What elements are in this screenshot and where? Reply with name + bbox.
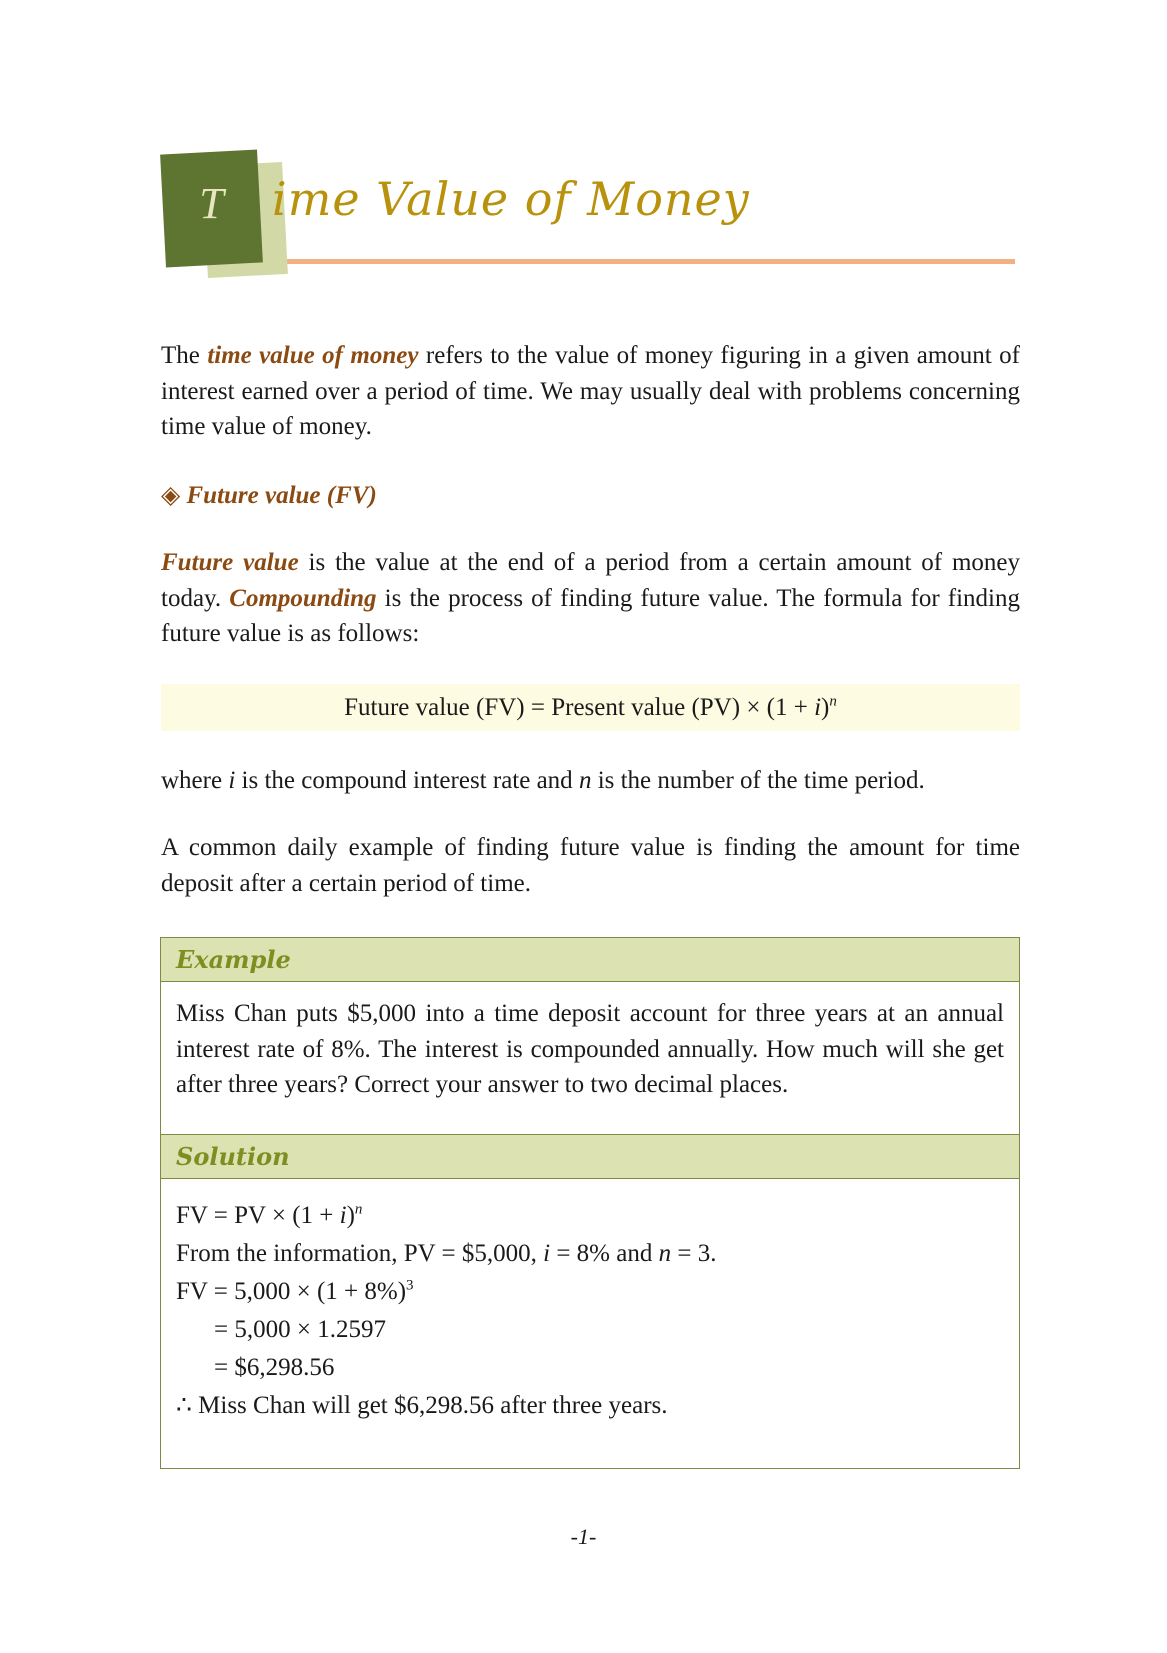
var: i (228, 767, 236, 794)
solution-header: Solution (161, 1134, 1019, 1179)
solution-line: = $6,298.56 (214, 1354, 335, 1381)
solution-line: From the information, PV = $5,000, i = 8% and n = 3. (176, 1240, 717, 1267)
section-heading (161, 480, 377, 510)
solution-conclusion: ∴ Miss Chan will get $6,298.56 after three years. (176, 1392, 668, 1419)
keyword: time value of money (207, 342, 419, 369)
text: is the value at the end of a period from a certain amount of money today. (161, 549, 1020, 612)
text: is the number of the time period. (591, 767, 925, 794)
page-title: ime Value of Money (272, 172, 750, 226)
text: is the process of finding future value. The formula for finding future value is as follows: (161, 584, 1020, 647)
formula-exponent: n (829, 693, 837, 710)
text: refers to the value of money figuring in a given amount of interest earned over a period of time. We may usually deal with problems concerning time value of money. (161, 342, 1021, 440)
example-box (160, 937, 1020, 1469)
var: n (578, 767, 592, 794)
where-paragraph (161, 763, 1061, 799)
solution-line: = 5,000 × 1.2597 (214, 1316, 386, 1343)
common-example-paragraph: A common daily example of finding future value is finding the amount for time deposit after a certain period of time. (161, 834, 1020, 897)
formula-text: ) (821, 694, 830, 721)
text: is the compound interest rate and (235, 767, 579, 794)
solution-line: FV = PV × $(1 + i)^n$ (176, 1201, 363, 1229)
title-underline (270, 259, 1015, 264)
formula-box (161, 684, 1020, 731)
keyword: Compounding (229, 584, 377, 612)
solution-body (161, 1179, 1019, 1437)
diamond-bullet-icon: ◈ (161, 482, 181, 509)
text: where (161, 767, 229, 794)
section-heading-text: Future value (FV) (186, 482, 377, 509)
title-initial: T (199, 179, 224, 228)
example-header: Example (161, 938, 1019, 982)
page-number: -1- (570, 1524, 597, 1549)
formula-var: i (814, 694, 822, 721)
intro-paragraph (161, 338, 1020, 445)
example-text: Miss Chan puts $5,000 into a time deposit account for three years at an annual interest rate of 8%. The interest is compounded annually. How much will she get after three years? Correct your answer to two decimal places. (176, 1000, 1004, 1098)
fv-definition-paragraph (161, 545, 1020, 652)
keyword: Future value (161, 549, 299, 576)
solution-line: FV = $5,000 \times (1 + 8\%)^3$ (176, 1277, 414, 1305)
text: The (161, 342, 208, 369)
formula-text: Future value (FV) = Present value (PV) × (1 + (344, 694, 815, 721)
